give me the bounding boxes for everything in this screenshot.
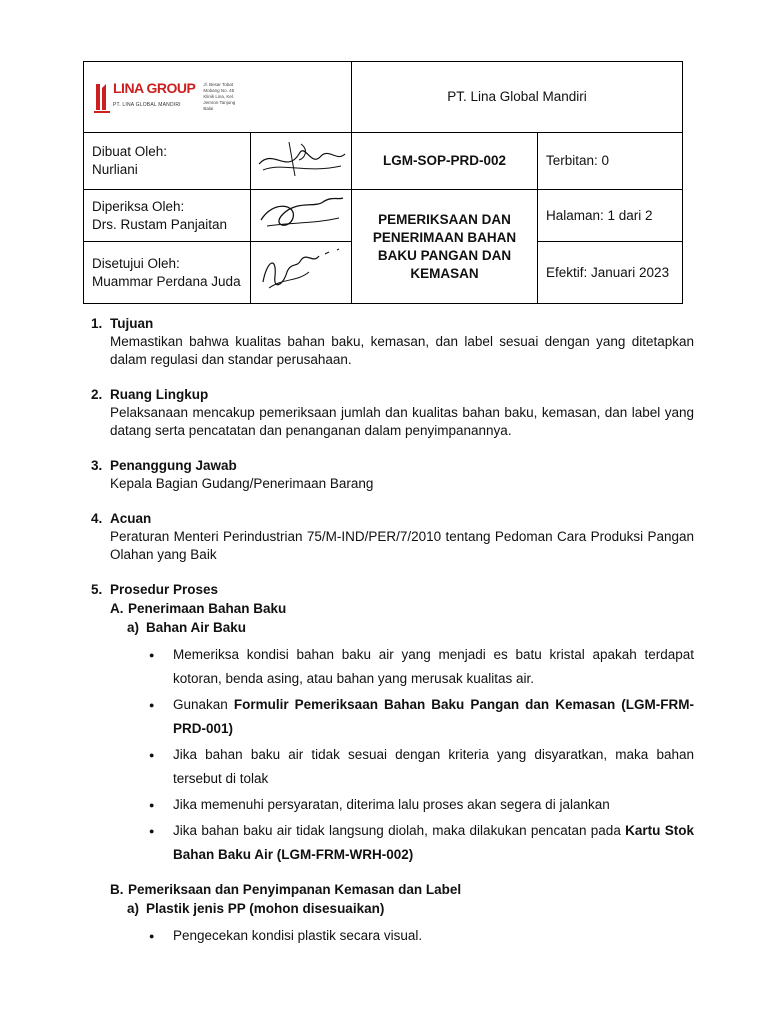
- logo-cell: [84, 62, 352, 133]
- logo-sub-text: PT. LINA GLOBAL MANDIRI: [113, 101, 181, 108]
- section-tujuan: [91, 315, 694, 369]
- list-item-text: Memeriksa kondisi bahan baku air yang menjadi es batu kristal apakah terdapat kotoran, benda asing, atau bahan yang merusak kualitas air.: [173, 647, 694, 686]
- sub-item-letter: a): [127, 901, 140, 916]
- subsection-letter: B.: [110, 882, 124, 897]
- subsection-a: [91, 600, 694, 618]
- section-number: 1.: [91, 316, 103, 331]
- lina-group-logo-icon: [94, 80, 110, 114]
- checked-by-label: Diperiksa Oleh:: [92, 198, 185, 214]
- section-title: Penanggung Jawab: [110, 458, 237, 473]
- section-ruang-lingkup: [91, 386, 694, 440]
- section-title: Prosedur Proses: [110, 582, 219, 597]
- section-prosedur-proses: [91, 581, 694, 948]
- signature-checked-by: [251, 190, 352, 242]
- effective-date: Efektif: Januari 2023: [538, 242, 683, 304]
- signature-made-by: [251, 133, 352, 190]
- list-item-text: Jika memenuhi persyaratan, diterima lalu proses akan segera di jalankan: [173, 797, 610, 812]
- subsection-title: Penerimaan Bahan Baku: [128, 601, 287, 616]
- section-title: Acuan: [110, 511, 152, 526]
- list-item-text: Jika bahan baku air tidak sesuai dengan kriteria yang disyaratkan, maka bahan tersebut di tolak: [173, 747, 694, 786]
- list-item: [149, 693, 694, 741]
- section-number: 5.: [91, 582, 103, 597]
- form-reference: Kartu Stok Bahan Baku Air (LGM-FRM-WRH-002): [173, 823, 694, 862]
- checked-by-cell: [84, 190, 251, 242]
- logo-brand-text: LINA GROUP: [113, 79, 196, 96]
- checked-by-name: Drs. Rustam Panjaitan: [92, 216, 228, 232]
- sub-item-a: [91, 619, 694, 637]
- section-number: 3.: [91, 458, 103, 473]
- section-text: Kepala Bagian Gudang/Penerimaan Barang: [110, 476, 374, 491]
- document-header-table: [83, 61, 683, 304]
- approved-by-name: Muammar Perdana Juda: [92, 273, 241, 289]
- list-item-text: Jika bahan baku air tidak langsung diolah, maka dilakukan pencatan pada: [173, 823, 626, 838]
- doc-code: LGM-SOP-PRD-002: [352, 133, 538, 190]
- section-penanggung-jawab: [91, 457, 694, 493]
- issue-number: Terbitan: 0: [538, 133, 683, 190]
- section-number: 2.: [91, 387, 103, 402]
- company-name: PT. Lina Global Mandiri: [352, 62, 683, 133]
- list-item: [149, 924, 694, 948]
- list-item: [149, 793, 694, 817]
- section-acuan: [91, 510, 694, 564]
- bullet-list: [91, 643, 694, 867]
- subsection-title: Pemeriksaan dan Penyimpanan Kemasan dan Label: [128, 882, 462, 897]
- approved-by-label: Disetujui Oleh:: [92, 255, 180, 271]
- section-text: Pelaksanaan mencakup pemeriksaan jumlah dan kualitas bahan baku, kemasan, dan label yang datang serta pencatatan dan penanganan dalam penyimpanannya.: [110, 405, 694, 438]
- list-item-text: Gunakan: [173, 697, 234, 712]
- list-item-text: Pengecekan kondisi plastik secara visual.: [173, 928, 423, 943]
- section-number: 4.: [91, 511, 103, 526]
- list-item: [149, 643, 694, 691]
- subsection-b: [91, 881, 694, 899]
- made-by-cell: [84, 133, 251, 190]
- made-by-name: Nurliani: [92, 162, 138, 177]
- document-body: [91, 315, 694, 965]
- sub-item-title: Bahan Air Baku: [146, 620, 247, 635]
- sub-item-title: Plastik jenis PP (mohon disesuaikan): [146, 901, 385, 916]
- logo-address: Jl. Besar Tobat Mobang No. 45 Klinik Lina, Kel. Jemron Tanjung Balai: [203, 82, 236, 111]
- sub-item-letter: a): [127, 620, 140, 635]
- bullet-list: [91, 924, 694, 948]
- subsection-letter: A.: [110, 601, 124, 616]
- section-title: Ruang Lingkup: [110, 387, 209, 402]
- page-number: Halaman: 1 dari 2: [538, 190, 683, 242]
- list-item: [149, 819, 694, 867]
- signature-approved-by: [251, 242, 352, 304]
- approved-by-cell: [84, 242, 251, 304]
- section-text: Memastikan bahwa kualitas bahan baku, kemasan, dan label sesuai dengan yang ditetapkan dalam regulasi dan standar perusahaan.: [110, 334, 694, 367]
- section-title: Tujuan: [110, 316, 154, 331]
- form-reference: Formulir Pemeriksaan Bahan Baku Pangan dan Kemasan (LGM-FRM-PRD-001): [173, 697, 694, 736]
- section-text: Peraturan Menteri Perindustrian 75/M-IND/PER/7/2010 tentang Pedoman Cara Produksi Pangan Olahan yang Baik: [110, 529, 694, 562]
- made-by-label: Dibuat Oleh:: [92, 144, 168, 159]
- sub-item-a: [91, 900, 694, 918]
- list-item: [149, 743, 694, 791]
- doc-title: PEMERIKSAAN DAN PENERIMAAN BAHAN BAKU PANGAN DAN KEMASAN: [352, 190, 538, 304]
